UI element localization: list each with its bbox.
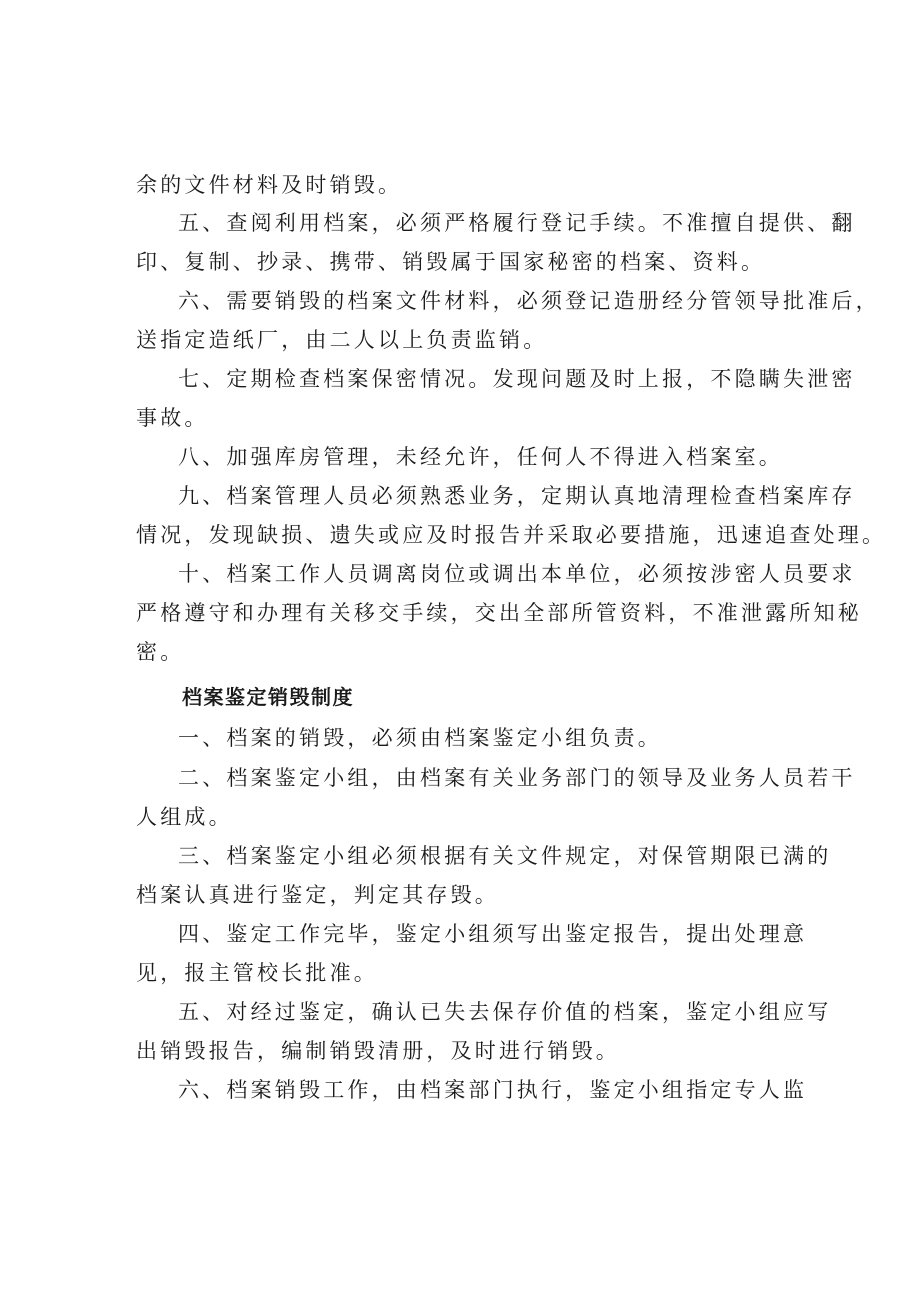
text-line: 密。: [136, 640, 185, 664]
text-line: 二、档案鉴定小组，由档案有关业务部门的领导及业务人员若干: [178, 766, 856, 790]
section-heading: 档案鉴定销毁制度: [182, 685, 354, 709]
text-line: 六、需要销毁的档案文件材料，必须登记造册经分管领导批准后，: [178, 289, 880, 313]
text-line: 印、复制、抄录、携带、销毁属于国家秘密的档案、资料。: [136, 250, 766, 274]
text-line: 五、对经过鉴定，确认已失去保存价值的档案，鉴定小组应写: [178, 1000, 832, 1024]
text-line: 六、档案销毁工作，由档案部门执行，鉴定小组指定专人监: [178, 1078, 808, 1102]
text-line: 情况，发现缺损、遗失或应及时报告并采取必要措施，迅速追查处理。: [136, 523, 887, 547]
text-line: 余的文件材料及时销毁。: [136, 173, 403, 197]
text-line: 见，报主管校长批准。: [136, 961, 378, 985]
text-line: 八、加强库房管理，未经允许，任何人不得进入档案室。: [178, 445, 783, 469]
text-line: 五、查阅利用档案，必须严格履行登记手续。不准擅自提供、翻: [178, 211, 856, 235]
text-line: 事故。: [136, 406, 209, 430]
text-line: 送指定造纸厂，由二人以上负责监销。: [136, 328, 548, 352]
text-line: 九、档案管理人员必须熟悉业务，定期认真地清理检查档案库存: [178, 484, 856, 508]
text-line: 七、定期检查档案保密情况。发现问题及时上报，不隐瞒失泄密: [178, 367, 856, 391]
text-line: 十、档案工作人员调离岗位或调出本单位，必须按涉密人员要求: [178, 562, 856, 586]
text-line: 三、档案鉴定小组必须根据有关文件规定，对保管期限已满的: [178, 844, 832, 868]
text-line: 出销毁报告，编制销毁清册，及时进行销毁。: [136, 1039, 620, 1063]
text-line: 严格遵守和办理有关移交手续，交出全部所管资料，不准泄露所知秘: [136, 601, 862, 625]
text-line: 四、鉴定工作完毕，鉴定小组须写出鉴定报告，提出处理意: [178, 922, 808, 946]
text-line: 档案认真进行鉴定，判定其存毁。: [136, 883, 499, 907]
text-line: 一、档案的销毁，必须由档案鉴定小组负责。: [178, 726, 662, 750]
text-line: 人组成。: [136, 805, 233, 829]
